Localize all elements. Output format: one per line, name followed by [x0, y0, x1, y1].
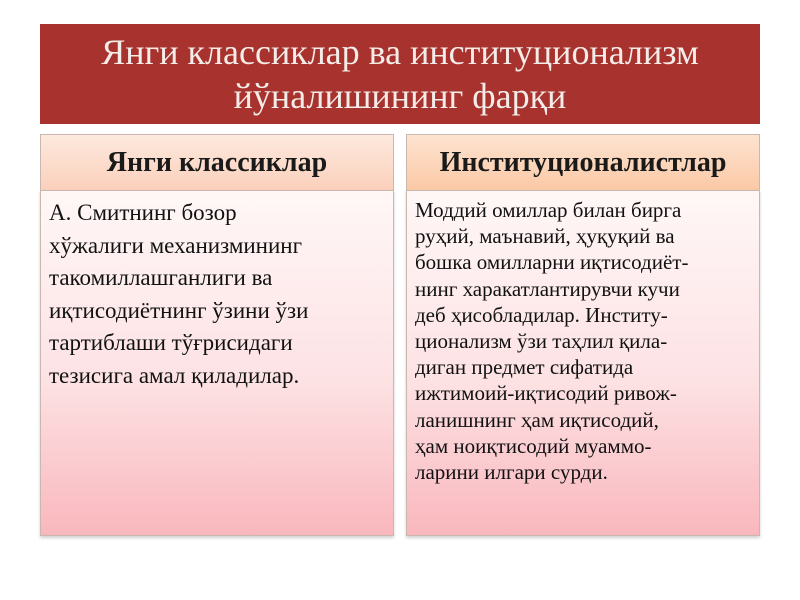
text-line: ционализм ўзи таҳлил қила-: [415, 329, 668, 354]
text-line: бошка омилларни иқтисодиёт-: [415, 250, 689, 275]
institutionalists-text: [406, 190, 760, 536]
text-line: иқтисодиётнинг ўзини ўзи: [49, 297, 309, 323]
text-line: ларини илгари сурди.: [415, 460, 608, 485]
title-line-1: Янги классиклар ва институционализм: [101, 32, 699, 72]
text-line: хўжалиги механизмининг: [49, 232, 303, 258]
text-line: деб ҳисобладилар. Институ-: [415, 302, 668, 327]
institutionalists-column: [406, 134, 760, 536]
text-line: ижтимоий-иқтисодий ривож-: [415, 381, 677, 406]
text-line: Моддий омиллар билан бирга: [415, 198, 682, 222]
text-line: такомиллашганлиги ва: [49, 265, 273, 290]
text-line: ҳам ноиқтисодий муаммо-: [415, 433, 652, 458]
title-line-2: йўналишининг фарқи: [233, 76, 567, 116]
text-line: нинг харакатлантирувчи кучи: [415, 276, 680, 301]
text-line: диган предмет сифатида: [415, 355, 634, 380]
text-line: тезисига амал қиладилар.: [49, 362, 300, 388]
new-classics-column: [40, 134, 394, 536]
institutionalists-header: Институционалистлар: [406, 134, 760, 190]
text-line: тартиблаши тўғрисидаги: [49, 330, 293, 355]
text-line: руҳий, маънавий, ҳуқуқий ва: [415, 224, 675, 249]
new-classics-text: [40, 190, 394, 536]
text-line: ланишнинг ҳам иқтисодий,: [415, 407, 659, 432]
slide-title: [40, 24, 760, 124]
new-classics-header: Янги классиклар: [40, 134, 394, 190]
text-line: А. Смитнинг бозор: [49, 200, 237, 225]
